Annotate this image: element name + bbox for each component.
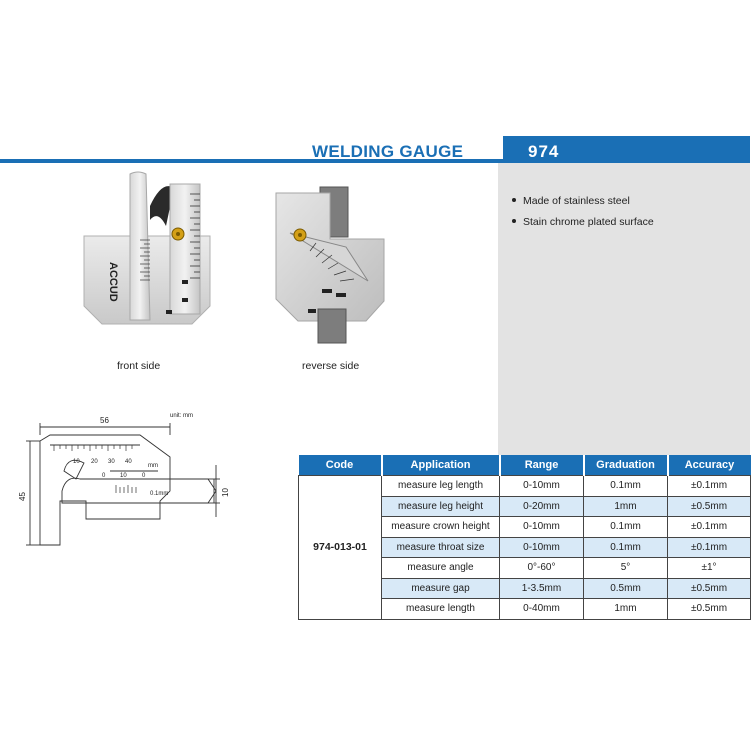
- cell-accuracy: ±0.5mm: [668, 496, 751, 517]
- bullet-icon: [512, 198, 516, 202]
- scale-label: 20: [91, 459, 98, 465]
- cell-range: 0°-60°: [500, 558, 584, 579]
- spec-table: [298, 455, 751, 620]
- scale-label: 10: [73, 459, 80, 465]
- cell-graduation: 0.1mm: [584, 476, 668, 497]
- cell-accuracy: ±0.5mm: [668, 599, 751, 620]
- scale-unit: mm: [148, 463, 158, 469]
- cell-range: 0-20mm: [500, 496, 584, 517]
- dimension-drawing: [20, 405, 250, 560]
- cell-application: measure leg height: [382, 496, 500, 517]
- model-number: 974: [528, 142, 560, 161]
- cell-application: measure leg length: [382, 476, 500, 497]
- cell-range: 0-40mm: [500, 599, 584, 620]
- cell-application: measure length: [382, 599, 500, 620]
- bullet-icon: [512, 219, 516, 223]
- feature-item: Made of stainless steel: [512, 195, 630, 207]
- front-side-image: [78, 170, 218, 340]
- dimension-width: 56: [100, 416, 109, 425]
- cell-application: measure angle: [382, 558, 500, 579]
- cell-graduation: 1mm: [584, 599, 668, 620]
- product-code: 974-013-01: [299, 476, 382, 620]
- page-title: WELDING GAUGE: [312, 142, 464, 161]
- table-row: [299, 476, 751, 497]
- column-header-range: Range: [500, 455, 584, 476]
- cell-graduation: 1mm: [584, 496, 668, 517]
- front-side-caption: front side: [117, 360, 161, 372]
- cell-application: measure gap: [382, 578, 500, 599]
- dimension-pointer: 10: [221, 488, 230, 497]
- unit-label: unit: mm: [170, 413, 194, 419]
- scale-label: 30: [108, 459, 115, 465]
- cell-accuracy: ±0.5mm: [668, 578, 751, 599]
- scale-label: 0: [142, 473, 146, 479]
- column-header-accuracy: Accuracy: [668, 455, 751, 476]
- scale-label: 40: [125, 459, 132, 465]
- reverse-side-image: [268, 185, 398, 345]
- table-header-row: [299, 455, 751, 476]
- column-header-graduation: Graduation: [584, 455, 668, 476]
- column-header-code: Code: [299, 455, 382, 476]
- scale-label: 0: [102, 473, 106, 479]
- cell-application: measure crown height: [382, 517, 500, 538]
- cell-accuracy: ±0.1mm: [668, 537, 751, 558]
- cell-application: measure throat size: [382, 537, 500, 558]
- column-header-application: Application: [382, 455, 500, 476]
- cell-graduation: 5°: [584, 558, 668, 579]
- cell-graduation: 0.1mm: [584, 517, 668, 538]
- cell-range: 0-10mm: [500, 537, 584, 558]
- cell-range: 1-3.5mm: [500, 578, 584, 599]
- reverse-side-caption: reverse side: [302, 360, 360, 372]
- cell-range: 0-10mm: [500, 517, 584, 538]
- cell-accuracy: ±0.1mm: [668, 476, 751, 497]
- cell-graduation: 0.5mm: [584, 578, 668, 599]
- vernier-label: 0.1mm: [150, 491, 169, 497]
- cell-range: 0-10mm: [500, 476, 584, 497]
- scale-label: 10: [120, 473, 127, 479]
- cell-accuracy: ±1°: [668, 558, 751, 579]
- feature-item: Stain chrome plated surface: [512, 216, 654, 228]
- brand-logo: ACCUD: [107, 262, 119, 302]
- cell-graduation: 0.1mm: [584, 537, 668, 558]
- cell-accuracy: ±0.1mm: [668, 517, 751, 538]
- dimension-height: 45: [18, 492, 27, 501]
